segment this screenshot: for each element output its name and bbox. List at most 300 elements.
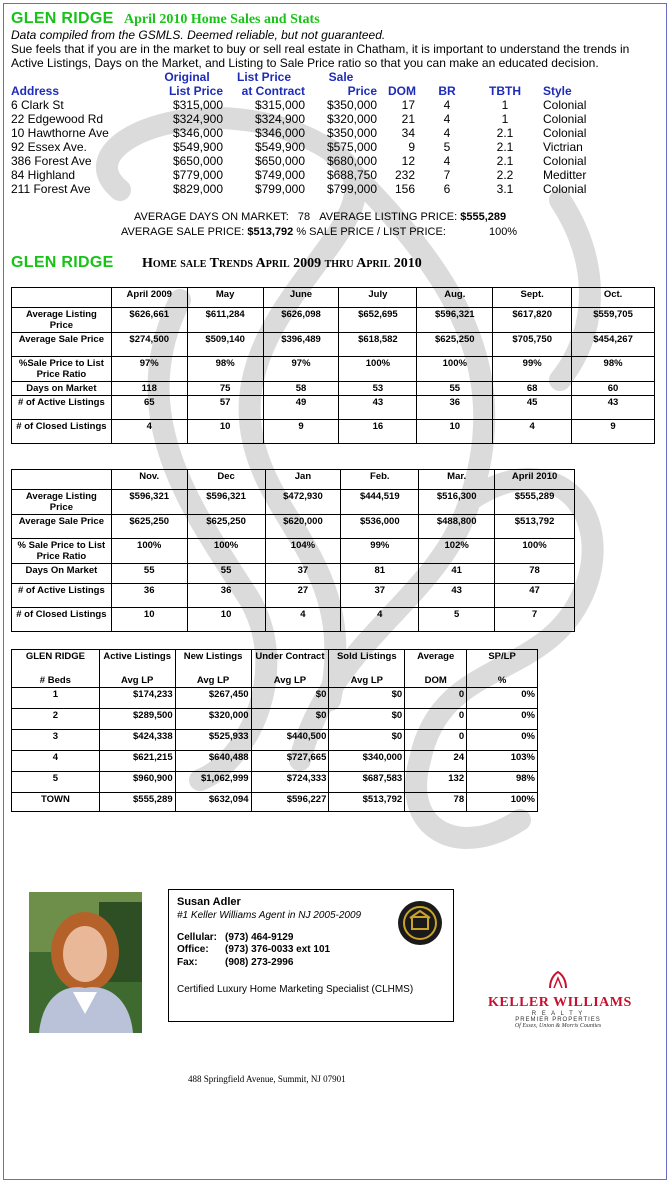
beds-row <box>12 772 538 793</box>
table1-cell: 98% <box>187 357 263 382</box>
table1-row <box>12 420 655 444</box>
sales-header-top-cell <box>377 70 427 84</box>
beds-cell: $320,000 <box>175 709 251 730</box>
beds-header-row-1 <box>12 650 538 675</box>
sales-cell: 22 Edgewood Rd <box>11 112 104 126</box>
beds-cell: 0 <box>405 709 467 730</box>
table2-cell: 41 <box>419 564 495 584</box>
table1-cell: $618,582 <box>339 333 417 357</box>
table1-cell: 49 <box>263 396 339 420</box>
table2-cell: 7 <box>495 608 575 632</box>
sales-header-top-cell <box>467 70 543 84</box>
beds-cell: 0% <box>467 730 538 751</box>
sales-cell: Colonial <box>543 182 587 196</box>
beds-cell: 3 <box>12 730 100 751</box>
beds-header-cell: Avg LP <box>329 674 405 688</box>
table2-cell: $625,250 <box>111 515 187 539</box>
beds-cell: $0 <box>329 688 405 709</box>
sales-row <box>11 126 641 140</box>
beds-header-cell: New Listings <box>175 650 251 675</box>
agent-photo <box>29 892 142 1033</box>
agent-cell-row <box>177 932 293 943</box>
cell-number: (973) 464-9129 <box>225 932 294 943</box>
table1-row-label: Days on Market <box>12 382 112 396</box>
table1-cell: 43 <box>339 396 417 420</box>
table2-cell: 4 <box>341 608 419 632</box>
beds-cell: $340,000 <box>329 751 405 772</box>
sales-cell: 10 Hawthorne Ave <box>11 126 109 140</box>
beds-cell: 98% <box>467 772 538 793</box>
table2-cell: 36 <box>111 584 187 608</box>
intro-line-2: Active Listings, Days on the Market, and Listing to Sale Price ratio so that you can make an educated decision. <box>11 56 599 70</box>
table1-cell: 9 <box>263 420 339 444</box>
table1-row <box>12 382 655 396</box>
table1-cell: 58 <box>263 382 339 396</box>
beds-cell: $0 <box>329 730 405 751</box>
sales-cell: $650,000 <box>254 154 305 168</box>
sales-row <box>11 154 641 168</box>
table2-row <box>12 539 575 564</box>
beds-header-cell: % <box>467 674 538 688</box>
table1-cell: 16 <box>339 420 417 444</box>
beds-cell: 0% <box>467 688 538 709</box>
table2-col-header: Mar. <box>419 470 495 490</box>
sales-cell: Colonial <box>543 112 587 126</box>
sales-header-cell: DOM <box>388 84 416 98</box>
sales-cell: $315,000 <box>254 98 305 112</box>
kw-brand-name: KELLER WILLIAMS <box>488 995 632 1010</box>
office-label: Office: <box>177 944 209 955</box>
beds-header-cell: DOM <box>405 674 467 688</box>
beds-cell: $632,094 <box>175 793 251 812</box>
sales-cell: $799,000 <box>326 182 377 196</box>
agent-tagline: #1 Keller Williams Agent in NJ 2005-2009 <box>177 910 362 921</box>
table1-cell: $596,321 <box>417 308 493 333</box>
table1-cell: 55 <box>417 382 493 396</box>
sales-cell: 12 <box>401 154 415 168</box>
kw-realty: R E A L T Y <box>531 1011 585 1017</box>
sales-header-top-cell <box>11 70 151 84</box>
avg-line-2 <box>121 226 517 238</box>
beds-cell: 2 <box>12 709 100 730</box>
ratio-label: % SALE PRICE / LIST PRICE: <box>296 226 446 238</box>
table1-cell: 100% <box>417 357 493 382</box>
table2-col-header: Dec <box>187 470 265 490</box>
table2-row <box>12 584 575 608</box>
sales-cell: 34 <box>401 126 415 140</box>
beds-cell: $267,450 <box>175 688 251 709</box>
sales-header-top-cell <box>427 70 467 84</box>
sales-cell: 4 <box>443 126 451 140</box>
table2-row <box>12 608 575 632</box>
table1-cell: 68 <box>493 382 572 396</box>
table2-row <box>12 490 575 515</box>
table1-cell: $454,267 <box>572 333 655 357</box>
agent-fax-row <box>177 957 293 968</box>
table1-col-header: May <box>187 288 263 308</box>
table2-cell: 27 <box>265 584 341 608</box>
trends-town: GLEN RIDGE <box>11 254 114 271</box>
table2-corner <box>12 470 112 490</box>
table2-cell: 81 <box>341 564 419 584</box>
sales-cell: $650,000 <box>172 154 223 168</box>
beds-header-row-2 <box>12 674 538 688</box>
sales-cell: $346,000 <box>172 126 223 140</box>
beds-cell: $525,933 <box>175 730 251 751</box>
sales-header-top-cell: Original <box>164 70 210 84</box>
sales-header-cell: BR <box>438 84 456 98</box>
sales-cell: $350,000 <box>326 126 377 140</box>
sales-cell: $749,000 <box>254 168 305 182</box>
beds-cell: $555,289 <box>99 793 175 812</box>
avg-line-1 <box>134 211 506 223</box>
sales-cell: Meditter <box>543 168 587 182</box>
sales-cell: 2.2 <box>496 168 514 182</box>
beds-header-cell: Avg LP <box>99 674 175 688</box>
table2-header-row <box>12 470 575 490</box>
sales-header-cell: Address <box>11 84 60 98</box>
table1-cell: 98% <box>572 357 655 382</box>
beds-cell: $687,583 <box>329 772 405 793</box>
beds-cell: $289,500 <box>99 709 175 730</box>
sales-table <box>11 70 641 196</box>
sales-cell: 7 <box>443 168 451 182</box>
table2-cell: 78 <box>495 564 575 584</box>
trends-header <box>11 254 422 272</box>
table1-cell: 53 <box>339 382 417 396</box>
avg-list-value: $555,289 <box>460 211 507 223</box>
table2-cell: 36 <box>187 584 265 608</box>
sales-cell: 2.1 <box>496 140 514 154</box>
beds-cell: 0% <box>467 709 538 730</box>
kw-counties: Of Essex, Union & Morris Counties <box>514 1023 602 1029</box>
table2-cell: 5 <box>419 608 495 632</box>
town-title: GLEN RIDGE <box>11 10 114 27</box>
table2-cell: 102% <box>419 539 495 564</box>
sales-cell: Colonial <box>543 98 587 112</box>
beds-cell: 0 <box>405 730 467 751</box>
fax-number: (908) 273-2996 <box>225 957 294 968</box>
table1-cell: 60 <box>572 382 655 396</box>
avg-sale-value: $513,792 <box>247 226 294 238</box>
sales-cell: 2.1 <box>496 126 514 140</box>
table1-cell: 45 <box>493 396 572 420</box>
table1-row-label: Average Sale Price <box>12 333 112 357</box>
table2-col-header: Jan <box>265 470 341 490</box>
table1-corner <box>12 288 112 308</box>
footer-address: 488 Springfield Avenue, Summit, NJ 07901 <box>188 1074 346 1084</box>
beds-cell: $621,215 <box>99 751 175 772</box>
table2-cell: $516,300 <box>419 490 495 515</box>
beds-cell: 78 <box>405 793 467 812</box>
sales-cell: 21 <box>401 112 415 126</box>
sales-cell: $779,000 <box>172 168 223 182</box>
sales-cell: $350,000 <box>326 98 377 112</box>
table1-cell: 9 <box>572 420 655 444</box>
table1-cell: 10 <box>187 420 263 444</box>
agent-cert: Certified Luxury Home Marketing Specialist (CLHMS) <box>177 984 414 995</box>
sales-cell: 4 <box>443 98 451 112</box>
beds-header-cell: Avg LP <box>175 674 251 688</box>
table2-cell: 99% <box>341 539 419 564</box>
table1-row-label: # of Closed Listings <box>12 420 112 444</box>
table1-row-label: %Sale Price to List Price Ratio <box>12 357 112 382</box>
kw-emblem-icon <box>546 970 570 990</box>
beds-cell: 100% <box>467 793 538 812</box>
sales-header-cell: List Price <box>168 84 223 98</box>
table1-col-header: Oct. <box>572 288 655 308</box>
disclaimer: Data compiled from the GSMLS. Deemed reliable, but not guaranteed. <box>11 28 386 42</box>
sales-header-cell: at Contract <box>241 84 305 98</box>
beds-cell: $0 <box>251 709 329 730</box>
sales-header <box>11 84 641 98</box>
sales-header-top-cell <box>543 70 641 84</box>
table2-cell: 104% <box>265 539 341 564</box>
cell-label: Cellular: <box>177 932 218 943</box>
sales-cell: $575,000 <box>326 140 377 154</box>
table2-row-label: Days On Market <box>12 564 112 584</box>
sales-cell: 6 <box>443 182 451 196</box>
table2-cell: $596,321 <box>187 490 265 515</box>
beds-header-cell: Sold Listings <box>329 650 405 675</box>
table2-col-header: Feb. <box>341 470 419 490</box>
sales-cell: 2.1 <box>496 154 514 168</box>
table1-col-header: Sept. <box>493 288 572 308</box>
table1-cell: $625,250 <box>417 333 493 357</box>
table1-cell: $509,140 <box>187 333 263 357</box>
beds-row <box>12 793 538 812</box>
table1-cell: $274,500 <box>111 333 187 357</box>
table1-cell: $396,489 <box>263 333 339 357</box>
sales-header-top-cell: List Price <box>236 70 292 84</box>
beds-row <box>12 688 538 709</box>
trends-table-1 <box>11 287 655 444</box>
table1-cell: 75 <box>187 382 263 396</box>
kw-logo <box>488 970 632 1029</box>
sales-cell: 6 Clark St <box>11 98 64 112</box>
table1-cell: $705,750 <box>493 333 572 357</box>
table2-row-label: # of Active Listings <box>12 584 112 608</box>
kw-premier: PREMIER PROPERTIES <box>515 1017 601 1023</box>
clhms-seal-icon <box>397 900 443 946</box>
beds-cell: $960,900 <box>99 772 175 793</box>
sales-row <box>11 182 641 196</box>
sales-cell: $680,000 <box>326 154 377 168</box>
table1-row <box>12 333 655 357</box>
beds-cell: 4 <box>12 751 100 772</box>
beds-cell: 132 <box>405 772 467 793</box>
fax-label: Fax: <box>177 957 198 968</box>
sales-cell: $549,900 <box>172 140 223 154</box>
table1-row <box>12 357 655 382</box>
beds-header-cell: Avg LP <box>251 674 329 688</box>
table2-cell: 55 <box>111 564 187 584</box>
sales-cell: 4 <box>443 112 451 126</box>
table1-col-header: July <box>339 288 417 308</box>
table2-cell: 37 <box>265 564 341 584</box>
beds-header-cell: Average <box>405 650 467 675</box>
sales-cell: 156 <box>394 182 415 196</box>
table2-cell: 100% <box>111 539 187 564</box>
table2-cell: $620,000 <box>265 515 341 539</box>
beds-header-cell: Active Listings <box>99 650 175 675</box>
table1-cell: 97% <box>263 357 339 382</box>
beds-cell: 1 <box>12 688 100 709</box>
table2-cell: $513,792 <box>495 515 575 539</box>
table1-col-header: Aug. <box>417 288 493 308</box>
table2-row-label: % Sale Price to List Price Ratio <box>12 539 112 564</box>
sales-cell: Victrian <box>543 140 583 154</box>
sales-cell: 9 <box>408 140 415 154</box>
table2-cell: $472,930 <box>265 490 341 515</box>
sales-header-cell: Price <box>347 84 377 98</box>
table2-cell: 10 <box>187 608 265 632</box>
table1-row <box>12 308 655 333</box>
table1-cell: $559,705 <box>572 308 655 333</box>
table1-row-label: Average Listing Price <box>12 308 112 333</box>
office-number: (973) 376-0033 ext 101 <box>225 944 331 955</box>
table1-col-header: April 2009 <box>111 288 187 308</box>
beds-header-cell: SP/LP <box>467 650 538 675</box>
table2-cell: 47 <box>495 584 575 608</box>
table1-row-label: # of Active Listings <box>12 396 112 420</box>
sales-cell: $688,750 <box>326 168 377 182</box>
beds-header-cell: # Beds <box>12 674 100 688</box>
table2-row-label: Average Sale Price <box>12 515 112 539</box>
table1-row <box>12 396 655 420</box>
sales-row <box>11 98 641 112</box>
table2-cell: $625,250 <box>187 515 265 539</box>
table2-col-header: Nov. <box>111 470 187 490</box>
ratio-value: 100% <box>488 226 518 238</box>
sales-cell: 1 <box>501 112 509 126</box>
sales-cell: 4 <box>443 154 451 168</box>
table2-cell: $444,519 <box>341 490 419 515</box>
table2-cell: 4 <box>265 608 341 632</box>
trends-table-2 <box>11 469 575 632</box>
avg-sale-label: AVERAGE SALE PRICE: <box>121 226 245 238</box>
agent-office-row <box>177 944 330 955</box>
sales-row <box>11 168 641 182</box>
avg-list-label: AVERAGE LISTING PRICE: <box>319 211 458 223</box>
sales-cell: Colonial <box>543 154 587 168</box>
table1-cell: 4 <box>493 420 572 444</box>
beds-cell: $724,333 <box>251 772 329 793</box>
table2-cell: 43 <box>419 584 495 608</box>
table2-row <box>12 515 575 539</box>
sales-row <box>11 112 641 126</box>
beds-cell: 0 <box>405 688 467 709</box>
sales-cell: $320,000 <box>326 112 377 126</box>
table1-cell: 43 <box>572 396 655 420</box>
table2-cell: 100% <box>495 539 575 564</box>
beds-cell: $424,338 <box>99 730 175 751</box>
table2-cell: $555,289 <box>495 490 575 515</box>
beds-row <box>12 751 538 772</box>
beds-cell: $174,233 <box>99 688 175 709</box>
table1-cell: 57 <box>187 396 263 420</box>
sales-header-top <box>11 70 641 84</box>
sales-cell: 5 <box>443 140 451 154</box>
table2-row-label: # of Closed Listings <box>12 608 112 632</box>
sales-cell: $549,900 <box>254 140 305 154</box>
table1-cell: 118 <box>111 382 187 396</box>
beds-row <box>12 709 538 730</box>
sales-cell: Colonial <box>543 126 587 140</box>
table2-cell: $596,321 <box>111 490 187 515</box>
table2-cell: 55 <box>187 564 265 584</box>
sales-cell: $324,900 <box>172 112 223 126</box>
page-header <box>11 10 320 28</box>
avg-dom-value: 78 <box>297 211 311 223</box>
beds-row <box>12 730 538 751</box>
sales-cell: 3.1 <box>496 182 514 196</box>
sales-cell: 232 <box>394 168 415 182</box>
table1-header-row <box>12 288 655 308</box>
table1-cell: 36 <box>417 396 493 420</box>
table1-cell: $626,661 <box>111 308 187 333</box>
beds-header-cell: GLEN RIDGE <box>12 650 100 675</box>
sales-cell: $315,000 <box>172 98 223 112</box>
beds-cell: $0 <box>329 709 405 730</box>
table1-cell: $617,820 <box>493 308 572 333</box>
sales-header-cell: Style <box>543 84 572 98</box>
table1-cell: 10 <box>417 420 493 444</box>
sales-cell: $799,000 <box>254 182 305 196</box>
sales-cell: $829,000 <box>172 182 223 196</box>
sales-cell: 386 Forest Ave <box>11 154 92 168</box>
sales-cell: 92 Essex Ave. <box>11 140 87 154</box>
agent-name: Susan Adler <box>177 896 241 908</box>
beds-cell: $640,488 <box>175 751 251 772</box>
table2-cell: 37 <box>341 584 419 608</box>
table1-cell: 100% <box>339 357 417 382</box>
beds-cell: $727,665 <box>251 751 329 772</box>
table1-cell: 4 <box>111 420 187 444</box>
table2-cell: 10 <box>111 608 187 632</box>
beds-cell: $513,792 <box>329 793 405 812</box>
sales-cell: $346,000 <box>254 126 305 140</box>
table1-cell: $611,284 <box>187 308 263 333</box>
agent-card <box>168 889 454 1022</box>
beds-cell: $596,227 <box>251 793 329 812</box>
sales-cell: 1 <box>501 98 509 112</box>
table1-cell: 65 <box>111 396 187 420</box>
sales-cell: 84 Highland <box>11 168 76 182</box>
table2-row <box>12 564 575 584</box>
table2-row-label: Average Listing Price <box>12 490 112 515</box>
beds-header-cell: Under Contract <box>251 650 329 675</box>
beds-table <box>11 649 538 812</box>
table2-col-header: April 2010 <box>495 470 575 490</box>
sales-cell: $324,900 <box>254 112 305 126</box>
beds-cell: $440,500 <box>251 730 329 751</box>
table2-cell: $536,000 <box>341 515 419 539</box>
table1-cell: $652,695 <box>339 308 417 333</box>
table2-cell: 100% <box>187 539 265 564</box>
sales-header-top-cell: Sale <box>328 70 354 84</box>
avg-dom-label: AVERAGE DAYS ON MARKET: <box>134 211 289 223</box>
beds-cell: 24 <box>405 751 467 772</box>
sales-cell: 211 Forest Ave <box>11 182 91 196</box>
table2-cell: $488,800 <box>419 515 495 539</box>
beds-cell: $0 <box>251 688 329 709</box>
table1-cell: 99% <box>493 357 572 382</box>
beds-cell: 103% <box>467 751 538 772</box>
table1-cell: 97% <box>111 357 187 382</box>
table1-cell: $626,098 <box>263 308 339 333</box>
sales-header-cell: TBTH <box>489 84 521 98</box>
